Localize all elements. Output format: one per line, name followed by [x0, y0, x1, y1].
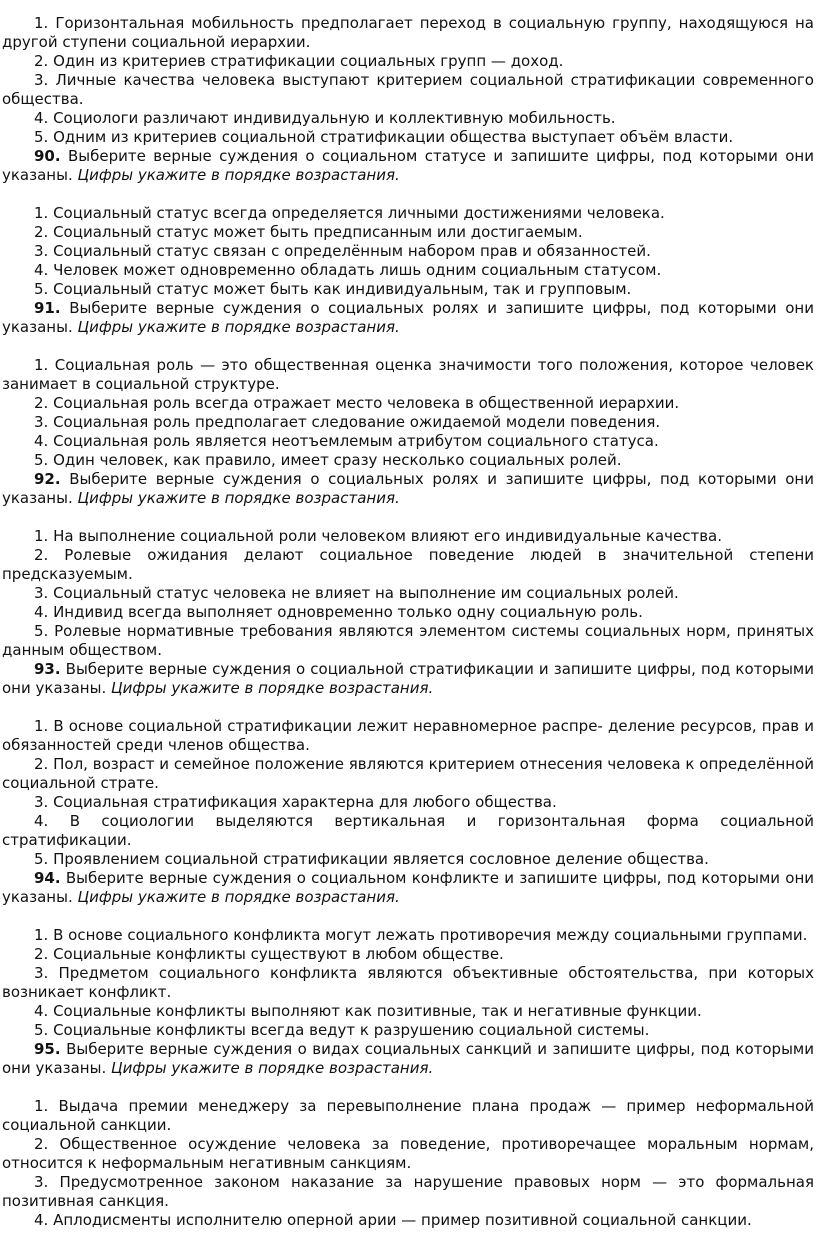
- question-prompt: [2, 147, 814, 185]
- question-note: Цифры укажите в порядке возрастания.: [77, 888, 400, 906]
- list-item: 4. Социальная роль является неотъемлемым атрибутом социального статуса.: [34, 432, 659, 450]
- list-item: 3. Социальный статус связан с определённым набором прав и обязанностей.: [34, 242, 651, 260]
- list-item: 4. Социальные конфликты выполняют как позитивные, так и негативные функции.: [34, 1002, 702, 1020]
- question-prompt: [2, 869, 814, 907]
- question-prompt: [2, 470, 814, 508]
- list-item: 5. Одним из критериев социальной стратификации общества выступает объём власти.: [34, 128, 734, 146]
- list-item: 3. Предметом социального конфликта являются объективные обстоятельства, при которых возникает конфликт.: [2, 964, 814, 1001]
- list-item: 2. Общественное осуждение человека за поведение, противоречащее моральным нормам, относится к неформальным негативным санкциям.: [2, 1135, 814, 1172]
- question-number: 93.: [34, 660, 61, 678]
- question-note: Цифры укажите в порядке возрастания.: [111, 679, 434, 697]
- question-text: Выберите верные суждения о социальных ролях и запишите цифры, под которыми они указаны.: [2, 299, 814, 336]
- question-prompt: [2, 1040, 814, 1078]
- question-note: Цифры укажите в порядке возрастания.: [77, 166, 400, 184]
- list-item: 3. Социальный статус человека не влияет на выполнение им социальных ролей.: [34, 584, 679, 602]
- question-text: Выберите верные суждения о видах социальных санкций и запишите цифры, под которыми они указаны.: [2, 1040, 814, 1077]
- question-text: Выберите верные суждения о социальных ролях и запишите цифры, под которыми они указаны.: [2, 470, 814, 507]
- list-item: 4. Социологи различают индивидуальную и коллективную мобильность.: [34, 109, 616, 127]
- list-item: 5. Социальный статус может быть как индивидуальным, так и групповым.: [34, 280, 632, 298]
- list-item: 2. Социальная роль всегда отражает место человека в общественной иерархии.: [34, 394, 680, 412]
- list-item: 2. Ролевые ожидания делают социальное поведение людей в значительной степени предсказуемым.: [2, 546, 814, 583]
- list-item: 3. Личные качества человека выступают критерием социальной стратификации современного общества.: [2, 71, 814, 108]
- list-item: 2. Социальный статус может быть предписанным или достигаемым.: [34, 223, 583, 241]
- question-prompt: [2, 299, 814, 337]
- list-item: 4. Индивид всегда выполняет одновременно только одну социальную роль.: [34, 603, 643, 621]
- list-item: 1. Социальный статус всегда определяется личными достижениями человека.: [34, 204, 665, 222]
- list-item: 3. Социальная роль предполагает следование ожидаемой модели поведения.: [34, 413, 661, 431]
- list-item: 1. В основе социальной стратификации лежит неравномерное распре- деление ресурсов, прав и обязанностей среди членов общества.: [2, 717, 814, 754]
- list-item: 2. Социальные конфликты существуют в любом обществе.: [34, 945, 504, 963]
- question-text: Выберите верные суждения о социальном конфликте и запишите цифры, под которыми они указаны.: [2, 869, 814, 906]
- question-number: 92.: [34, 470, 61, 488]
- question-text: Выберите верные суждения о социальной стратификации и запишите цифры, под которыми они указаны.: [2, 660, 814, 697]
- question-note: Цифры укажите в порядке возрастания.: [77, 318, 400, 336]
- question-note: Цифры укажите в порядке возрастания.: [77, 489, 400, 507]
- question-block: [2, 1040, 814, 1230]
- list-item: 3. Социальная стратификация характерна для любого общества.: [34, 793, 557, 811]
- question-block: [2, 869, 814, 1040]
- list-item: 2. Один из критериев стратификации социальных групп — доход.: [34, 52, 564, 70]
- list-item: 5. Ролевые нормативные требования являются элементом системы социальных норм, принятых данным обществом.: [2, 622, 814, 659]
- question-number: 94.: [34, 869, 61, 887]
- question-prompt: [2, 660, 814, 698]
- list-item: 4. Аплодисменты исполнителю оперной арии — пример позитивной социальной санкции.: [34, 1211, 752, 1229]
- question-block: [2, 660, 814, 869]
- list-item: 1. Выдача премии менеджеру за перевыполнение плана продаж — пример неформальной социальной санкции.: [2, 1097, 814, 1134]
- list-item: 4. Человек может одновременно обладать лишь одним социальным статусом.: [34, 261, 662, 279]
- list-item: 5. Один человек, как правило, имеет сразу несколько социальных ролей.: [34, 451, 622, 469]
- question-note: Цифры укажите в порядке возрастания.: [111, 1059, 434, 1077]
- list-item: 1. В основе социального конфликта могут лежать противоречия между социальными группами.: [34, 926, 808, 944]
- list-item: 3. Предусмотренное законом наказание за нарушение правовых норм — это формальная позитивная санкция.: [2, 1173, 814, 1210]
- question-text: Выберите верные суждения о социальном статусе и запишите цифры, под которыми они указаны.: [2, 147, 814, 184]
- question-block: [2, 299, 814, 470]
- list-item: 4. В социологии выделяются вертикальная и горизонтальная форма социальной стратификации.: [2, 812, 814, 849]
- list-item: 5. Социальные конфликты всегда ведут к разрушению социальной системы.: [34, 1021, 650, 1039]
- question-number: 90.: [34, 147, 61, 165]
- list-item: 2. Пол, возраст и семейное положение являются критерием отнесения человека к определённой социальной страте.: [2, 755, 814, 792]
- question-number: 95.: [34, 1040, 61, 1058]
- list-item: 1. На выполнение социальной роли человеком влияют его индивидуальные качества.: [34, 527, 723, 545]
- intro-list: [2, 14, 814, 147]
- list-item: 1. Социальная роль — это общественная оценка значимости того положения, которое человек занимает в социальной структуре.: [2, 356, 814, 393]
- list-item: 5. Проявлением социальной стратификации является сословное деление общества.: [34, 850, 709, 868]
- question-block: [2, 147, 814, 299]
- question-block: [2, 470, 814, 660]
- list-item: 1. Горизонтальная мобильность предполагает переход в социальную группу, находящуюся на другой ступени социальной иерархии.: [2, 14, 814, 51]
- question-number: 91.: [34, 299, 61, 317]
